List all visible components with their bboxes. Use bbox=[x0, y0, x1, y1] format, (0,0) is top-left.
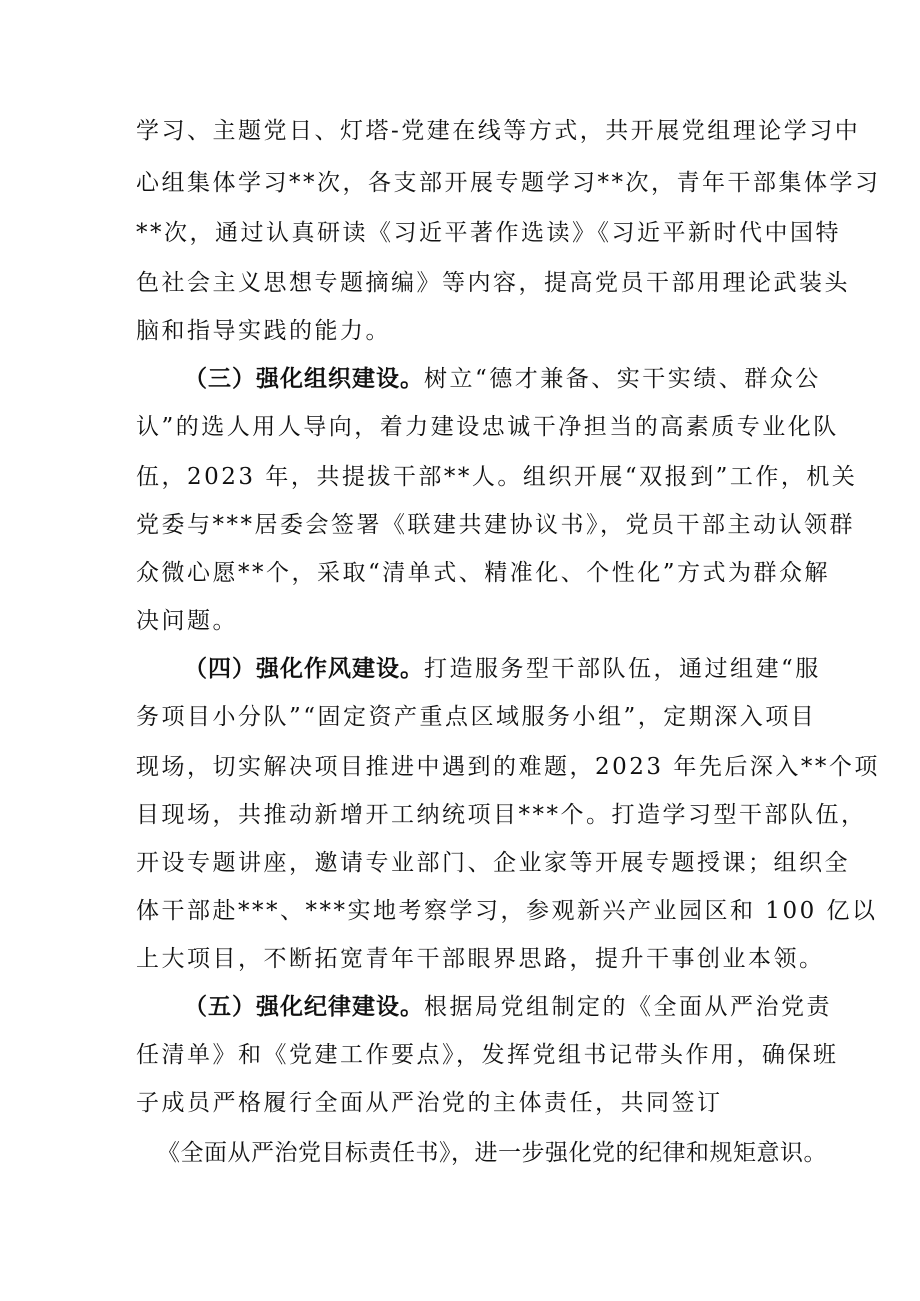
section-first-line bbox=[184, 364, 821, 394]
body-text-line: 子成员严格履行全面从严治党的主体责任，共同签订 bbox=[136, 1090, 723, 1116]
body-text: 树立“德才兼备、实干实绩、群众公 bbox=[424, 366, 821, 392]
section-heading: （五）强化纪律建设。 bbox=[184, 993, 424, 1020]
body-text-line: 心组集体学习**次，各支部开展专题学习**次，青年干部集体学习 bbox=[136, 170, 881, 196]
body-text-line: 学习、主题党日、灯塔-党建在线等方式，共开展党组理论学习中 bbox=[136, 118, 861, 144]
body-text-line: 党委与***居委会签署《联建共建协议书》，党员干部主动认领群 bbox=[136, 512, 855, 538]
body-text-line: 《全面从严治党目标责任书》，进一步强化党的纪律和规矩意识。 bbox=[157, 1140, 827, 1166]
body-text-line: 决问题。 bbox=[136, 608, 238, 634]
body-text-line: 开设专题讲座，邀请专业部门、企业家等开展专题授课；组织全 bbox=[136, 850, 850, 876]
body-text-line: 上大项目，不断拓宽青年干部眼界思路，提升干事创业本领。 bbox=[136, 946, 825, 972]
body-text-line: 脑和指导实践的能力。 bbox=[136, 318, 391, 344]
body-text-line: 体干部赴***、***实地考察学习，参观新兴产业园区和 100 亿以 bbox=[136, 898, 878, 924]
section-first-line bbox=[184, 654, 821, 684]
body-text-line: 任清单》和《党建工作要点》，发挥党组书记带头作用，确保班 bbox=[136, 1042, 839, 1068]
body-text-line: 伍，2023 年，共提拔干部**人。组织开展“双报到”工作，机关 bbox=[136, 464, 858, 490]
section-heading: （四）强化作风建设。 bbox=[184, 655, 424, 682]
body-text-line: 目现场，共推动新增开工纳统项目***个。打造学习型干部队伍， bbox=[136, 802, 867, 828]
body-text-line: **次，通过认真研读《习近平著作选读》《习近平新时代中国特 bbox=[136, 220, 841, 246]
body-text-line: 色社会主义思想专题摘编》等内容，提高党员干部用理论武装头 bbox=[136, 270, 850, 296]
body-text-line: 众微心愿**个，采取“清单式、精准化、个性化”方式为群众解 bbox=[136, 560, 831, 586]
body-text-line: 现场，切实解决项目推进中遇到的难题，2023 年先后深入**个项 bbox=[136, 754, 880, 780]
body-text: 打造服务型干部队伍，通过组建“服 bbox=[424, 656, 821, 682]
body-text: 根据局党组制定的《全面从严治党责 bbox=[424, 994, 832, 1020]
body-text-line: 认”的选人用人导向，着力建设忠诚干净担当的高素质专业化队 bbox=[136, 414, 839, 440]
body-text-line: 务项目小分队”“固定资产重点区域服务小组”，定期深入项目 bbox=[136, 704, 817, 730]
section-first-line bbox=[184, 992, 832, 1022]
section-heading: （三）强化组织建设。 bbox=[184, 365, 424, 392]
